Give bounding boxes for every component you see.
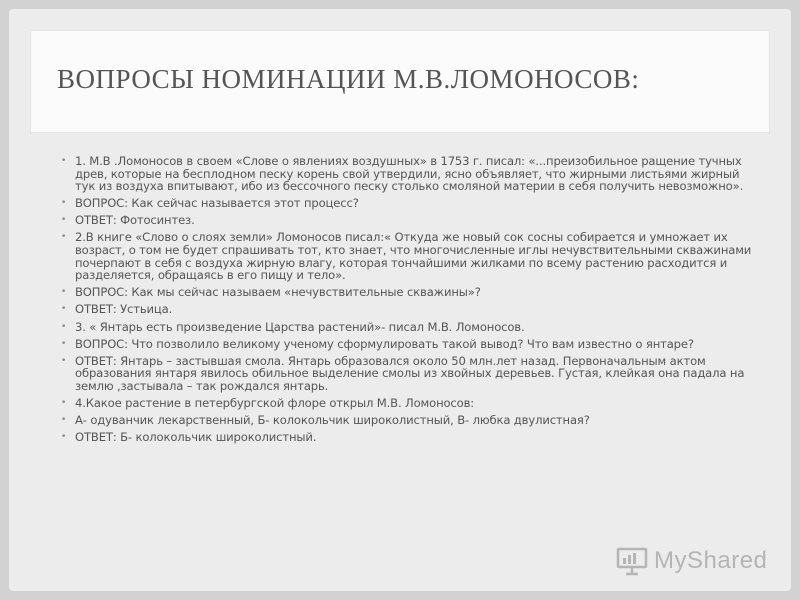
list-item: • А- одуванчик лекарственный, Б- колокольчик широколистный, В- любка двулистная? xyxy=(61,414,761,427)
slide xyxy=(9,9,791,591)
slide-title: ВОПРОСЫ НОМИНАЦИИ М.В.ЛОМОНОСОВ: xyxy=(57,64,640,94)
list-item: • ОТВЕТ: Устьица. xyxy=(61,303,761,316)
list-item: • 2.В книге «Слово о слоях земли» Ломоносов писал:« Откуда же новый сок сосны собирается и умножает их возраст, о том не будет спрашивать тот, кто знает, что многочисленные иглы нечувствительными скважинами почерпают в себя с воздуха жирную влагу, которая тончайшими жилками по всему растению расходится и разделяется, обращаясь в его пищу и тело». xyxy=(61,231,761,281)
presentation-board-icon xyxy=(616,546,648,576)
list-item: • 4.Какое растение в петербургской флоре открыл М.В. Ломоносов: xyxy=(61,397,761,410)
list-item: • 3. « Янтарь есть произведение Царства растений»- писал М.В. Ломоносов. xyxy=(61,321,761,334)
bullet-list xyxy=(61,155,761,448)
list-item: • ВОПРОС: Как мы сейчас называем «нечувствительные скважины»? xyxy=(61,286,761,299)
list-item: • ОТВЕТ: Янтарь – застывшая смола. Янтарь образовался около 50 млн.лет назад. Первоначальным актом образования янтаря явилось обильное выделение смолы из хвойных деревьев. Густая, клейкая она падала на землю ,застывала – так рождался янтарь. xyxy=(61,355,761,393)
list-item: • ОТВЕТ: Б- колокольчик широколистный. xyxy=(61,431,761,444)
list-item: • ВОПРОС: Что позволило великому ученому сформулировать такой вывод? Что вам известно о янтаре? xyxy=(61,338,761,351)
watermark-text: MyShared xyxy=(654,547,768,574)
watermark-logo xyxy=(616,546,767,576)
list-item: • ВОПРОС: Как сейчас называется этот процесс? xyxy=(61,197,761,210)
list-item: • 1. М.В .Ломоносов в своем «Слове о явлениях воздушных» в 1753 г. писал: «...преизобильное ращение тучных древ, которые на бесплодном песку корень свой утвердили, ясно объявляет, что жирными листьями жирный тук из воздуха впитывают, ибо из бессочного песку столько смоляной материи в себя получить невозможно». xyxy=(61,155,761,193)
title-box xyxy=(30,30,770,133)
list-item: • ОТВЕТ: Фотосинтез. xyxy=(61,214,761,227)
